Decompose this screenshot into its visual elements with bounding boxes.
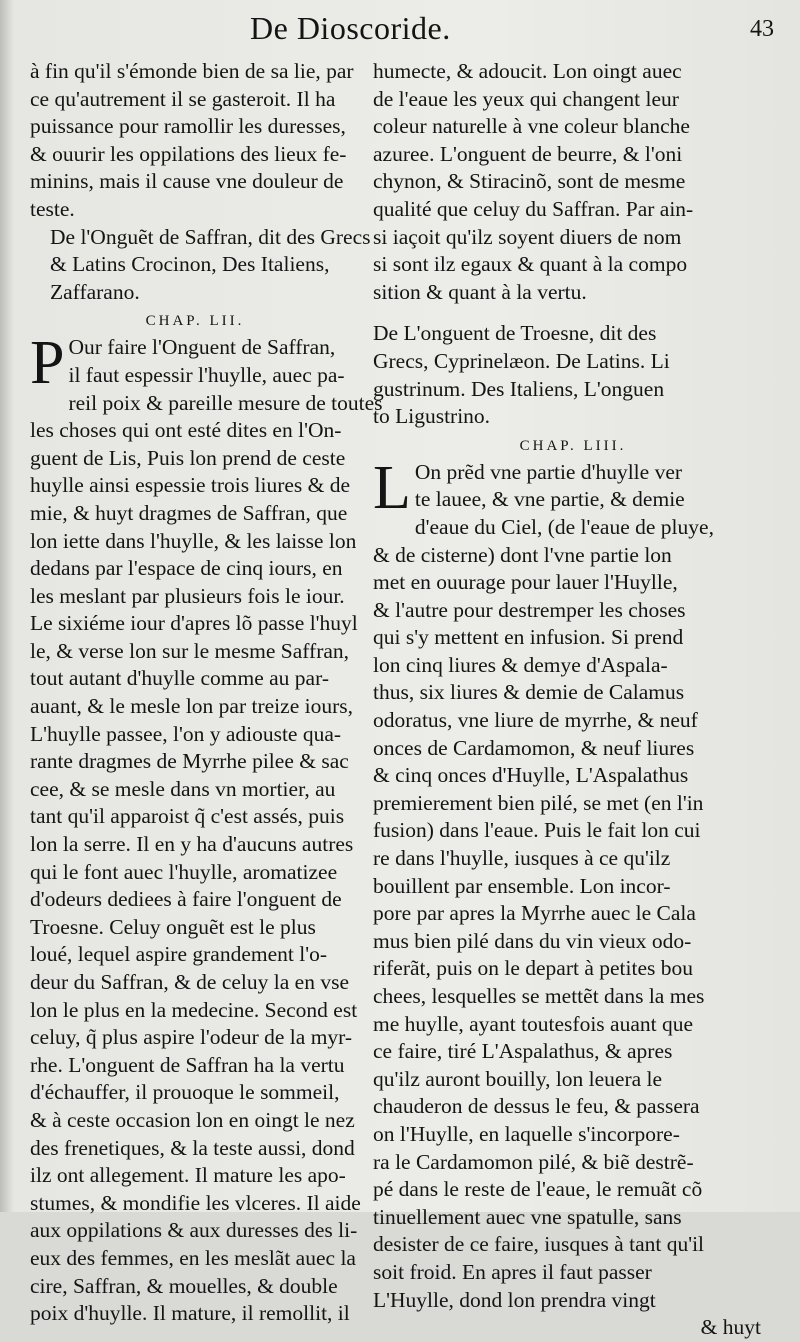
text-line: lon cinq liures & demye d'Aspala- bbox=[373, 652, 668, 677]
text-line: reil poix & pareille mesure de toutes bbox=[68, 390, 383, 415]
text-line: tant qu'il apparoist q̃ c'est assés, puis bbox=[30, 804, 345, 829]
text-line: qui le font auec l'huylle, aromatizee bbox=[30, 859, 338, 884]
text-line: azuree. L'onguent de beurre, & l'oni bbox=[373, 141, 683, 166]
text-line: poix d'huylle. Il mature, il remollit, il bbox=[30, 1301, 350, 1326]
text-line: desister de ce faire, iusques à tant qu'il bbox=[373, 1232, 705, 1257]
text-line: & ouurir les oppilations des lieux fe- bbox=[30, 141, 347, 166]
chapter-number: CHAP. LIII. bbox=[519, 437, 627, 454]
text-line: De L'onguent de Troesne, dit des bbox=[373, 321, 657, 346]
text-line: d'odeurs dediees à faire l'onguent de bbox=[30, 887, 342, 912]
text-line: premierement bien pilé, se met (en l'in bbox=[373, 790, 704, 815]
text-line: auant, & le mesle lon par treize iours, bbox=[30, 694, 353, 719]
text-line: Troesne. Celuy onguẽt est le plus bbox=[30, 914, 316, 939]
text-line: tout autant d'huylle comme au par- bbox=[30, 666, 329, 691]
paragraph-lines bbox=[30, 329, 383, 1327]
text-line: dedans par l'espace de cinq iours, en bbox=[30, 556, 343, 581]
right-column bbox=[373, 58, 773, 1342]
text-line: ce faire, tiré L'Aspalathus, & apres bbox=[373, 1039, 673, 1064]
drop-cap: P bbox=[30, 329, 65, 398]
text-line: chauderon de dessus le feu, & passera bbox=[373, 1094, 700, 1119]
section-heading-troesne bbox=[373, 320, 773, 430]
text-line: humecte, & adoucit. Lon oingt auec bbox=[373, 59, 682, 83]
text-line: d'échauffer, il prouoque le sommeil, bbox=[30, 1080, 340, 1105]
text-line: onces de Cardamomon, & neuf liures bbox=[373, 735, 695, 760]
text-line: ilz ont allegement. Il mature les apo- bbox=[30, 1163, 346, 1188]
text-line: les choses qui ont esté dites en l'On- bbox=[30, 418, 342, 443]
text-line: si sont ilz egaux & quant à la compo bbox=[373, 252, 688, 277]
text-line: si iaçoit qu'ilz soyent diuers de nom bbox=[373, 224, 682, 249]
text-line: riferãt, puis on le depart à petites bou bbox=[373, 956, 694, 981]
text-line: des frenetiques, & la teste aussi, dond bbox=[30, 1135, 355, 1160]
text-line: à fin qu'il s'émonde bien de sa lie, par bbox=[30, 59, 354, 83]
text-line: qualité que celuy du Saffran. Par ain- bbox=[373, 196, 694, 221]
page-number: 43 bbox=[750, 16, 774, 42]
text-line: huylle ainsi espessie trois liures & de bbox=[30, 473, 351, 498]
text-line: Le sixiéme iour d'apres lõ passe l'huyl bbox=[30, 611, 358, 636]
text-line: chees, lesquelles se mettẽt dans la mes bbox=[373, 984, 705, 1008]
text-line: me huylle, ayant toutesfois auant que bbox=[373, 1011, 694, 1036]
text-line: guent de Lis, Puis lon prend de ceste bbox=[30, 445, 346, 470]
text-line: ce qu'autrement il se gasteroit. Il ha bbox=[30, 86, 336, 111]
paragraph-continuation-right bbox=[373, 58, 773, 306]
text-line: minins, mais il cause vne douleur de bbox=[30, 169, 344, 194]
text-line: qui s'y mettent en infusion. Si prend bbox=[373, 625, 684, 650]
text-line: cee, & se mesle dans vn mortier, au bbox=[30, 776, 336, 801]
text-line: & Latins Crocinon, Des Italiens, bbox=[50, 252, 330, 277]
text-line: de l'eaue les yeux qui changent leur bbox=[373, 86, 679, 111]
text-line: gustrinum. Des Italiens, L'onguen bbox=[373, 376, 665, 401]
text-line: deur du Saffran, & de celuy la en vse bbox=[30, 970, 350, 994]
text-line: & de cisterne) dont l'vne partie lon bbox=[373, 542, 672, 567]
text-line: pore par apres la Myrrhe auec le Cala bbox=[373, 901, 696, 926]
paragraph-saffron-ointment bbox=[30, 329, 383, 1327]
text-line: & l'autre pour destremper les choses bbox=[373, 597, 686, 622]
text-line: met en ouurage pour lauer l'Huylle, bbox=[373, 570, 678, 595]
chapter-number: CHAP. LII. bbox=[145, 313, 245, 330]
text-line: les meslant par plusieurs fois le iour. bbox=[30, 583, 345, 608]
text-line: Grecs, Cyprinelæon. De Latins. Li bbox=[373, 348, 670, 373]
text-line: lon iette dans l'huylle, & les laisse lon bbox=[30, 528, 357, 553]
text-line: pé dans le reste de l'eaue, le remuãt cõ bbox=[373, 1177, 703, 1202]
text-line: thus, six liures & demie de Calamus bbox=[373, 680, 685, 705]
text-line: L'Huylle, dond lon prendra vingt bbox=[373, 1287, 656, 1312]
text-line: loué, lequel aspire grandement l'o- bbox=[30, 942, 328, 967]
text-line: mie, & huyt dragmes de Saffran, que bbox=[30, 500, 348, 525]
running-head: De Dioscoride. bbox=[250, 10, 451, 46]
text-line: De l'Onguẽt de Saffran, dit des Grecs bbox=[50, 224, 371, 249]
left-column bbox=[30, 58, 383, 1328]
text-line: puissance pour ramollir les duresses, bbox=[30, 114, 346, 139]
text-line: celuy, q̃ plus aspire l'odeur de la myr- bbox=[30, 1025, 353, 1050]
text-line: sition & quant à la vertu. bbox=[373, 279, 587, 304]
text-line: soit froid. En apres il faut passer bbox=[373, 1259, 652, 1284]
text-line: re dans l'huylle, iusques à ce qu'ilz bbox=[373, 846, 671, 871]
text-line: aux oppilations & aux duresses des li- bbox=[30, 1218, 358, 1243]
text-line: eux des femmes, en les meslãt auec la bbox=[30, 1245, 356, 1270]
text-line: d'eaue du Ciel, (de l'eaue de pluye, bbox=[414, 514, 714, 539]
text-line: ra le Cardamomon pilé, & biẽ destrẽ- bbox=[373, 1149, 694, 1174]
text-line: tinuellement auec vne spatulle, sans bbox=[373, 1204, 682, 1229]
text-line: odoratus, vne liure de myrrhe, & neuf bbox=[373, 708, 698, 733]
text-line: coleur naturelle à vne coleur blanche bbox=[373, 114, 690, 139]
text-line: teste. bbox=[30, 196, 75, 221]
text-line: rhe. L'onguent de Saffran ha la vertu bbox=[30, 1052, 345, 1077]
text-line: bouillent par ensemble. Lon incor- bbox=[373, 873, 671, 898]
catchword: & huyt bbox=[700, 1315, 761, 1340]
text-line: chynon, & Stiracinõ, sont de mesme bbox=[373, 169, 686, 194]
text-line: stumes, & mondifie les vlceres. Il aide bbox=[30, 1190, 361, 1215]
text-line: & à ceste occasion lon en oingt le nez bbox=[30, 1107, 355, 1132]
text-line: & cinq onces d'Huylle, L'Aspalathus bbox=[373, 763, 689, 788]
text-line: Our faire l'Onguent de Saffran, bbox=[68, 335, 336, 360]
drop-cap: L bbox=[373, 453, 411, 522]
paragraph-troesne-ointment bbox=[373, 453, 773, 1314]
text-line: qu'ilz auront bouilly, lon leuera le bbox=[373, 1066, 663, 1091]
text-line: mus bien pilé dans du vin vieux odo- bbox=[373, 928, 692, 953]
text-line: il faut espessir l'huylle, auec pa- bbox=[68, 362, 345, 387]
text-line: le, & verse lon sur le mesme Saffran, bbox=[30, 638, 350, 663]
paragraph-lines bbox=[373, 453, 773, 1314]
text-line: On prẽd vne partie d'huylle ver bbox=[414, 459, 683, 484]
text-line: fusion) dans l'eaue. Puis le fait lon cui bbox=[373, 818, 701, 843]
paragraph-continuation bbox=[30, 58, 360, 224]
text-line: Zaffarano. bbox=[50, 279, 140, 304]
text-line: L'huylle passee, l'on y adiouste qua- bbox=[30, 721, 342, 746]
text-line: lon la serre. Il en y ha d'aucuns autres bbox=[30, 832, 354, 857]
text-line: te lauee, & vne partie, & demie bbox=[414, 487, 685, 512]
text-line: lon le plus en la medecine. Second est bbox=[30, 997, 358, 1022]
section-heading-crocinon bbox=[30, 224, 371, 307]
text-line: to Ligustrino. bbox=[373, 404, 491, 429]
text-line: rante dragmes de Myrrhe pilee & sac bbox=[30, 749, 349, 774]
text-line: on l'Huylle, en laquelle s'incorpore- bbox=[373, 1121, 680, 1146]
text-line: cire, Saffran, & mouelles, & double bbox=[30, 1273, 338, 1298]
